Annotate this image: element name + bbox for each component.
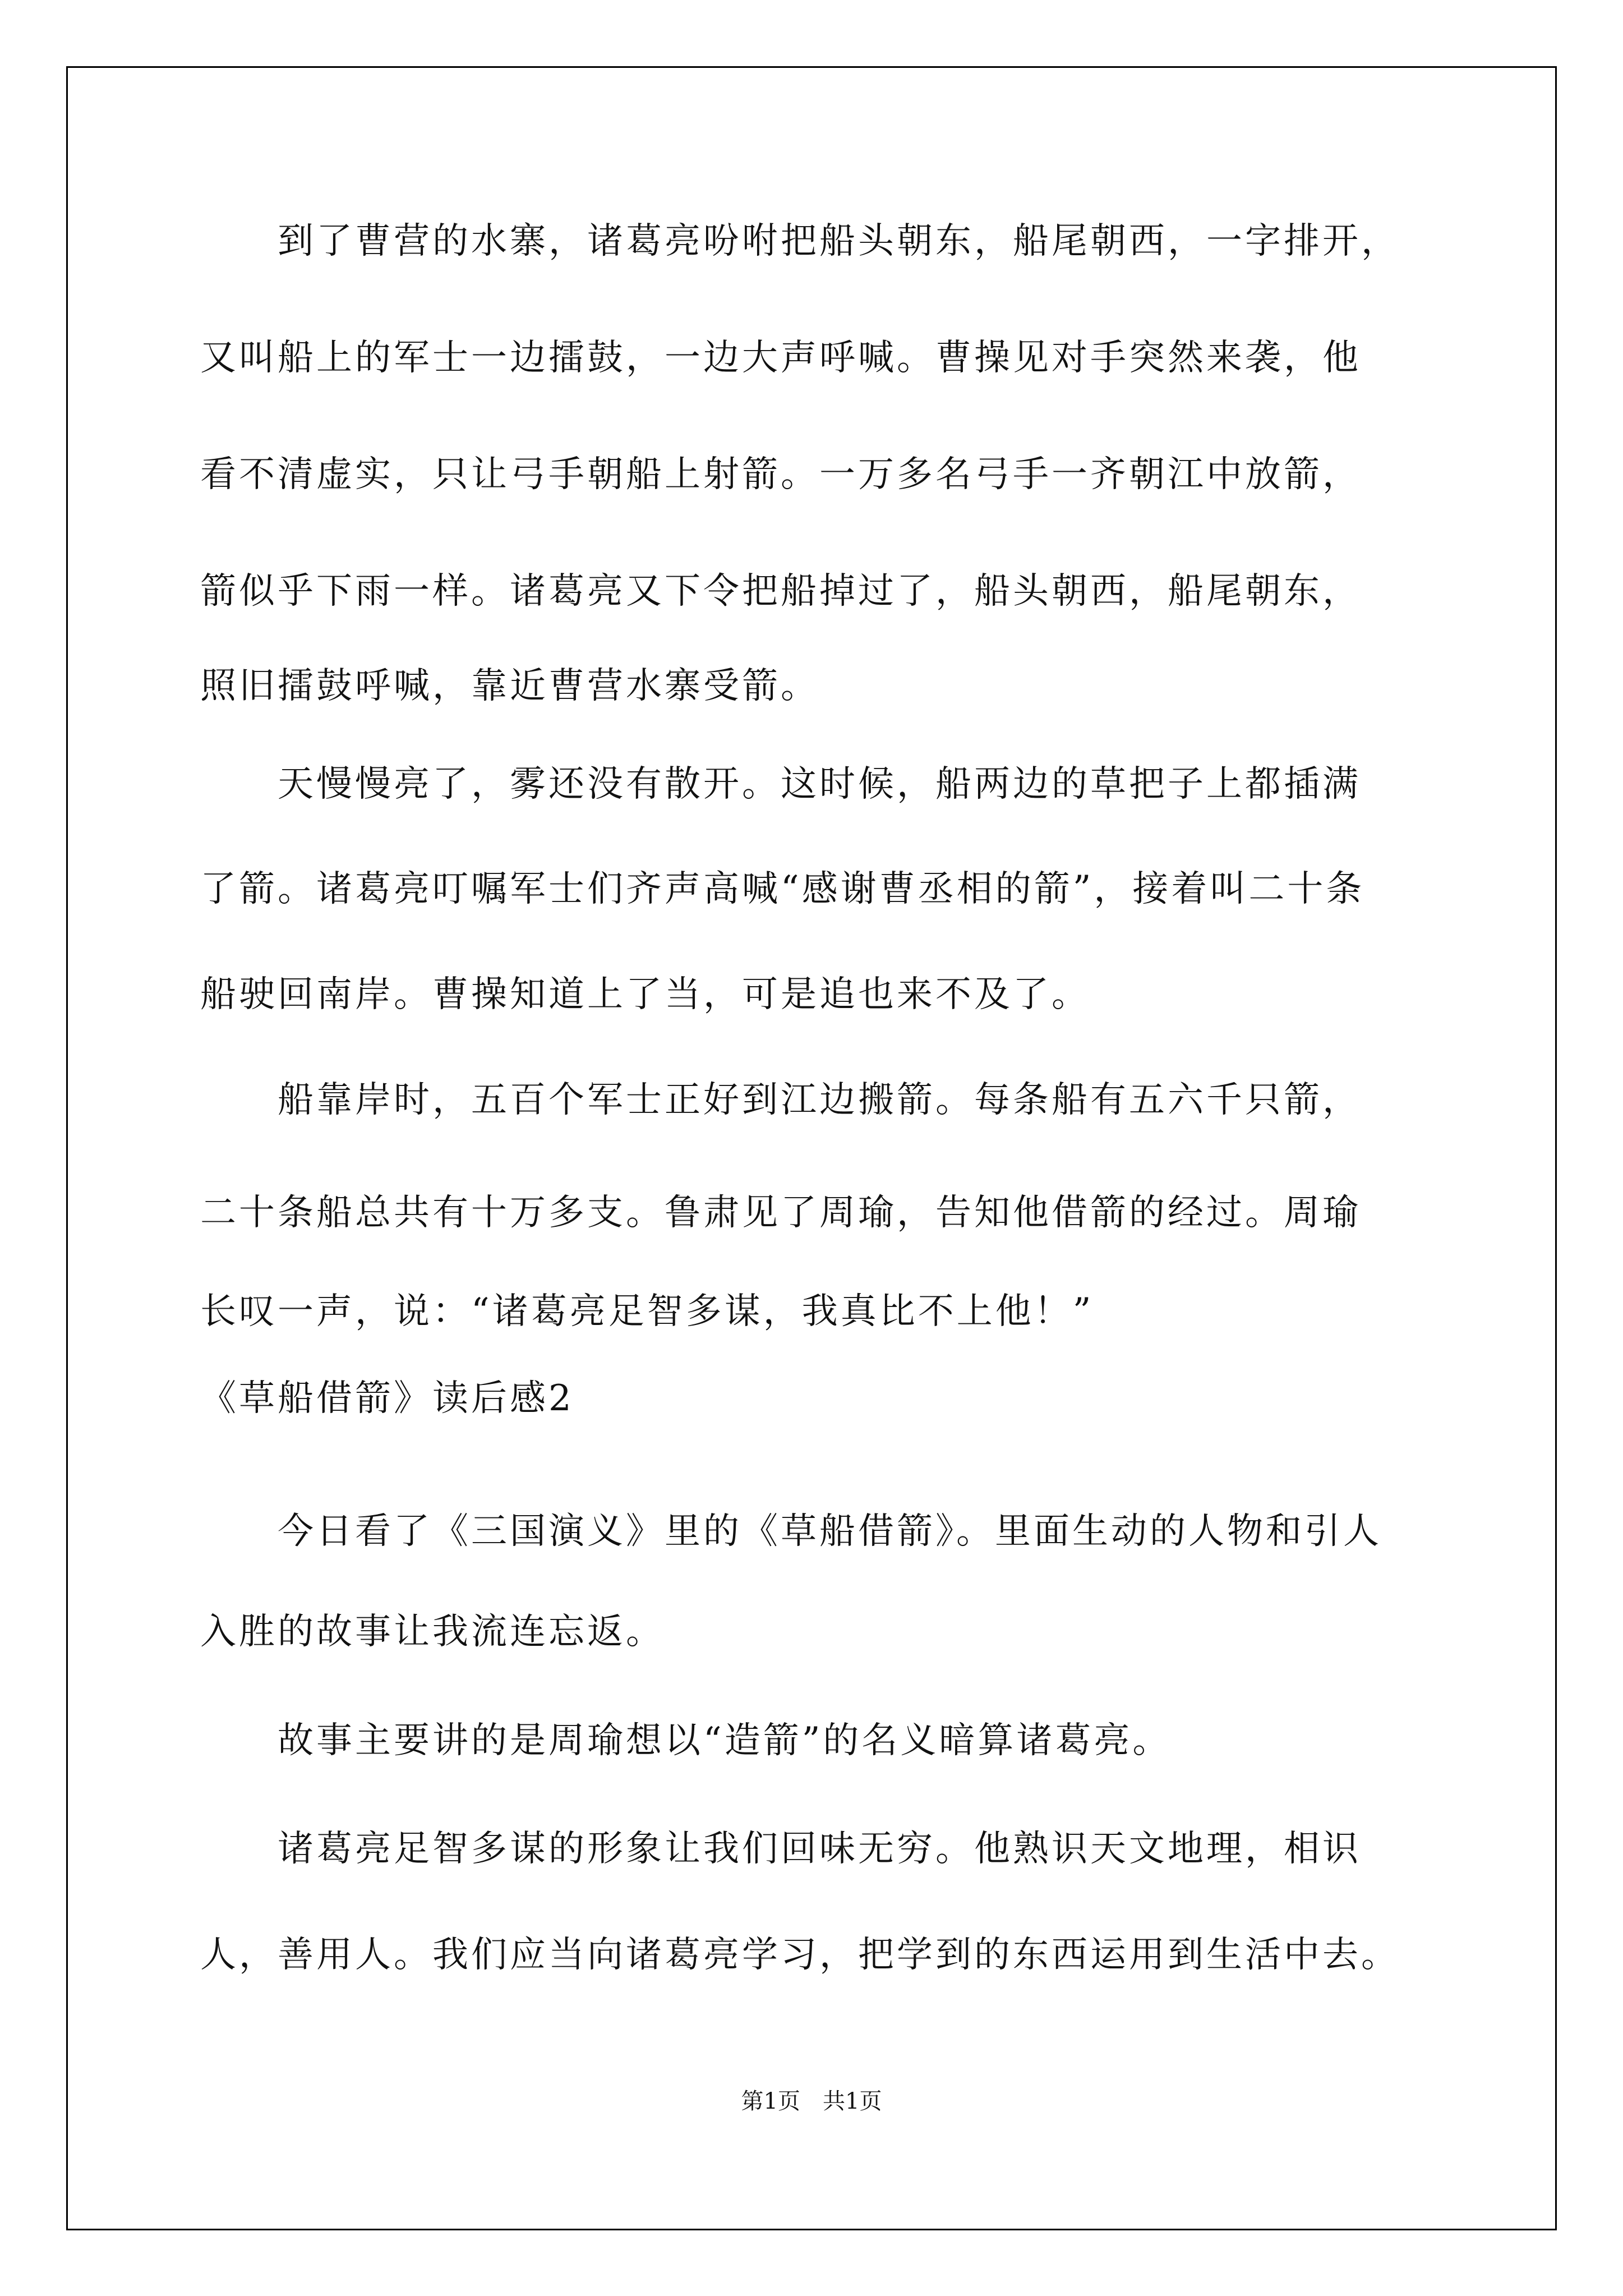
page-number: 第1页 共1页 xyxy=(741,2088,882,2114)
text-line: 箭似乎下雨一样。诸葛亮又下令把船掉过了，船头朝西，船尾朝东， xyxy=(200,570,1361,612)
text-line: 到了曹营的水寨，诸葛亮吩咐把船头朝东，船尾朝西，一字排开， xyxy=(200,220,1400,262)
text-line: 入胜的故事让我流连忘返。 xyxy=(200,1611,665,1653)
text-line: 诸葛亮足智多谋的形象让我们回味无穷。他熟识天文地理，相识 xyxy=(200,1828,1361,1870)
text-line: 船驶回南岸。曹操知道上了当，可是追也来不及了。 xyxy=(200,974,1090,1015)
text-line: 长叹一声，说：“诸葛亮足智多谋，我真比不上他！” xyxy=(200,1291,1094,1332)
text-line: 天慢慢亮了，雾还没有散开。这时候，船两边的草把子上都插满 xyxy=(200,763,1361,805)
section-heading: 《草船借箭》读后感2 xyxy=(200,1378,574,1419)
text-line: 又叫船上的军士一边擂鼓，一边大声呼喊。曹操见对手突然来袭，他 xyxy=(200,337,1361,379)
text-line: 了箭。诸葛亮叮嘱军士们齐声高喊“感谢曹丞相的箭”，接着叫二十条 xyxy=(200,868,1365,910)
page-border xyxy=(66,66,1557,2230)
text-line: 人，善用人。我们应当向诸葛亮学习，把学到的东西运用到生活中去。 xyxy=(200,1934,1400,1976)
text-line: 今日看了《三国演义》里的《草船借箭》。里面生动的人物和引人 xyxy=(200,1511,1382,1552)
text-line: 二十条船总共有十万多支。鲁肃见了周瑜，告知他借箭的经过。周瑜 xyxy=(200,1192,1361,1234)
text-line: 故事主要讲的是周瑜想以“造箭”的名义暗算诸葛亮。 xyxy=(200,1720,1172,1761)
text-line: 船靠岸时，五百个军士正好到江边搬箭。每条船有五六千只箭， xyxy=(200,1079,1361,1121)
text-line: 看不清虚实，只让弓手朝船上射箭。一万多名弓手一齐朝江中放箭， xyxy=(200,454,1361,495)
text-line: 照旧擂鼓呼喊，靠近曹营水寨受箭。 xyxy=(200,665,819,707)
